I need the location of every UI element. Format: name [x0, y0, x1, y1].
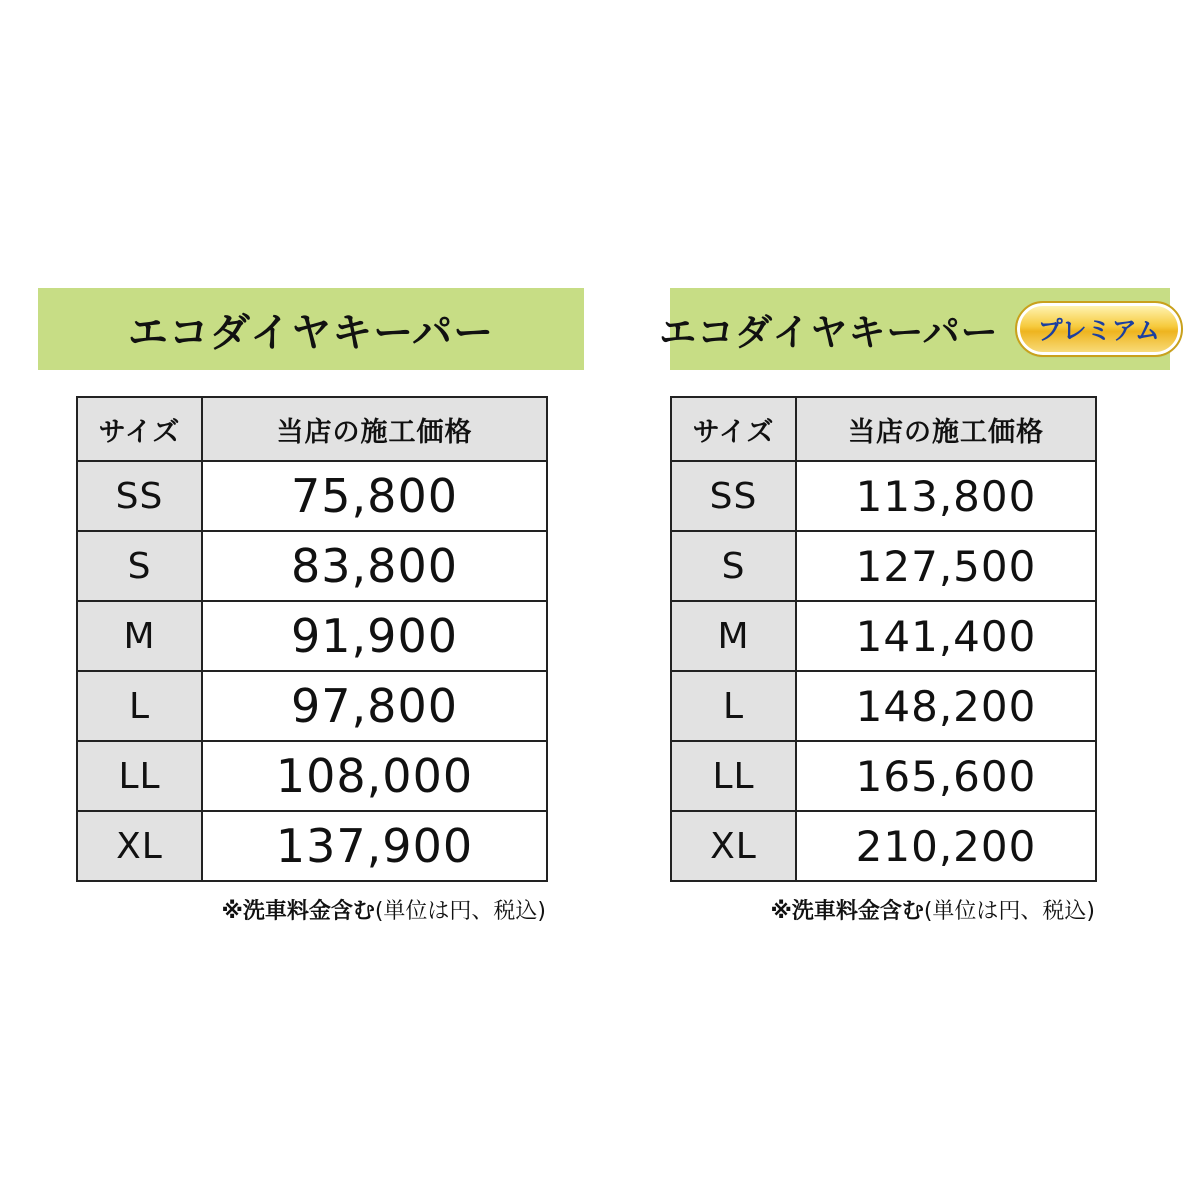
table-header-row: [77, 397, 547, 461]
column-header-size: サイズ: [77, 397, 202, 461]
table-body: [77, 461, 547, 881]
note-rest-text: (単位は円、税込): [374, 899, 546, 924]
cell-size: SS: [671, 461, 796, 531]
table-header-row: [671, 397, 1096, 461]
panel-eco-diamond-keeper-premium: [659, 288, 1170, 925]
cell-price: 75,800: [202, 461, 547, 531]
panel-title-bar: [659, 288, 1170, 370]
table-note: [670, 894, 1095, 925]
table-row: [77, 741, 547, 811]
table-note: [76, 894, 546, 925]
cell-price: 137,900: [202, 811, 547, 881]
column-header-price: 当店の施工価格: [202, 397, 547, 461]
panel-title: エコダイヤキーパー: [659, 311, 999, 354]
column-header-size: サイズ: [671, 397, 796, 461]
note-strong-text: ※洗車料金含む: [221, 899, 375, 924]
column-header-price: 当店の施工価格: [796, 397, 1096, 461]
table-row: [671, 811, 1096, 881]
cell-size: LL: [77, 741, 202, 811]
panel-eco-diamond-keeper: [38, 288, 598, 925]
table-row: [671, 601, 1096, 671]
cell-size: S: [671, 531, 796, 601]
table-row: [671, 461, 1096, 531]
table-row: [77, 531, 547, 601]
note-strong-text: ※洗車料金含む: [770, 899, 924, 924]
cell-price: 113,800: [796, 461, 1096, 531]
cell-price: 148,200: [796, 671, 1096, 741]
cell-size: LL: [671, 741, 796, 811]
table-row: [77, 601, 547, 671]
panels-container: [0, 288, 1200, 925]
cell-price: 141,400: [796, 601, 1096, 671]
table-row: [671, 531, 1096, 601]
panel-title-bar: [38, 288, 584, 370]
table-row: [671, 741, 1096, 811]
price-table-wrapper: [76, 396, 598, 882]
cell-size: M: [77, 601, 202, 671]
panel-title: エコダイヤキーパー: [127, 309, 495, 356]
cell-size: M: [671, 601, 796, 671]
table-head: [77, 397, 547, 461]
cell-price: 108,000: [202, 741, 547, 811]
cell-size: S: [77, 531, 202, 601]
table-row: [77, 811, 547, 881]
table-row: [671, 671, 1096, 741]
premium-badge: [1017, 303, 1181, 355]
price-table: [76, 396, 548, 882]
cell-size: XL: [77, 811, 202, 881]
cell-size: L: [77, 671, 202, 741]
premium-badge-label: プレミアム: [1037, 316, 1160, 345]
cell-price: 83,800: [202, 531, 547, 601]
table-row: [77, 671, 547, 741]
price-table: [670, 396, 1097, 882]
cell-size: XL: [671, 811, 796, 881]
cell-price: 210,200: [796, 811, 1096, 881]
cell-price: 165,600: [796, 741, 1096, 811]
table-row: [77, 461, 547, 531]
price-table-wrapper: [670, 396, 1170, 882]
cell-price: 91,900: [202, 601, 547, 671]
cell-size: L: [671, 671, 796, 741]
note-rest-text: (単位は円、税込): [923, 899, 1095, 924]
cell-price: 97,800: [202, 671, 547, 741]
table-body: [671, 461, 1096, 881]
cell-price: 127,500: [796, 531, 1096, 601]
cell-size: SS: [77, 461, 202, 531]
table-head: [671, 397, 1096, 461]
